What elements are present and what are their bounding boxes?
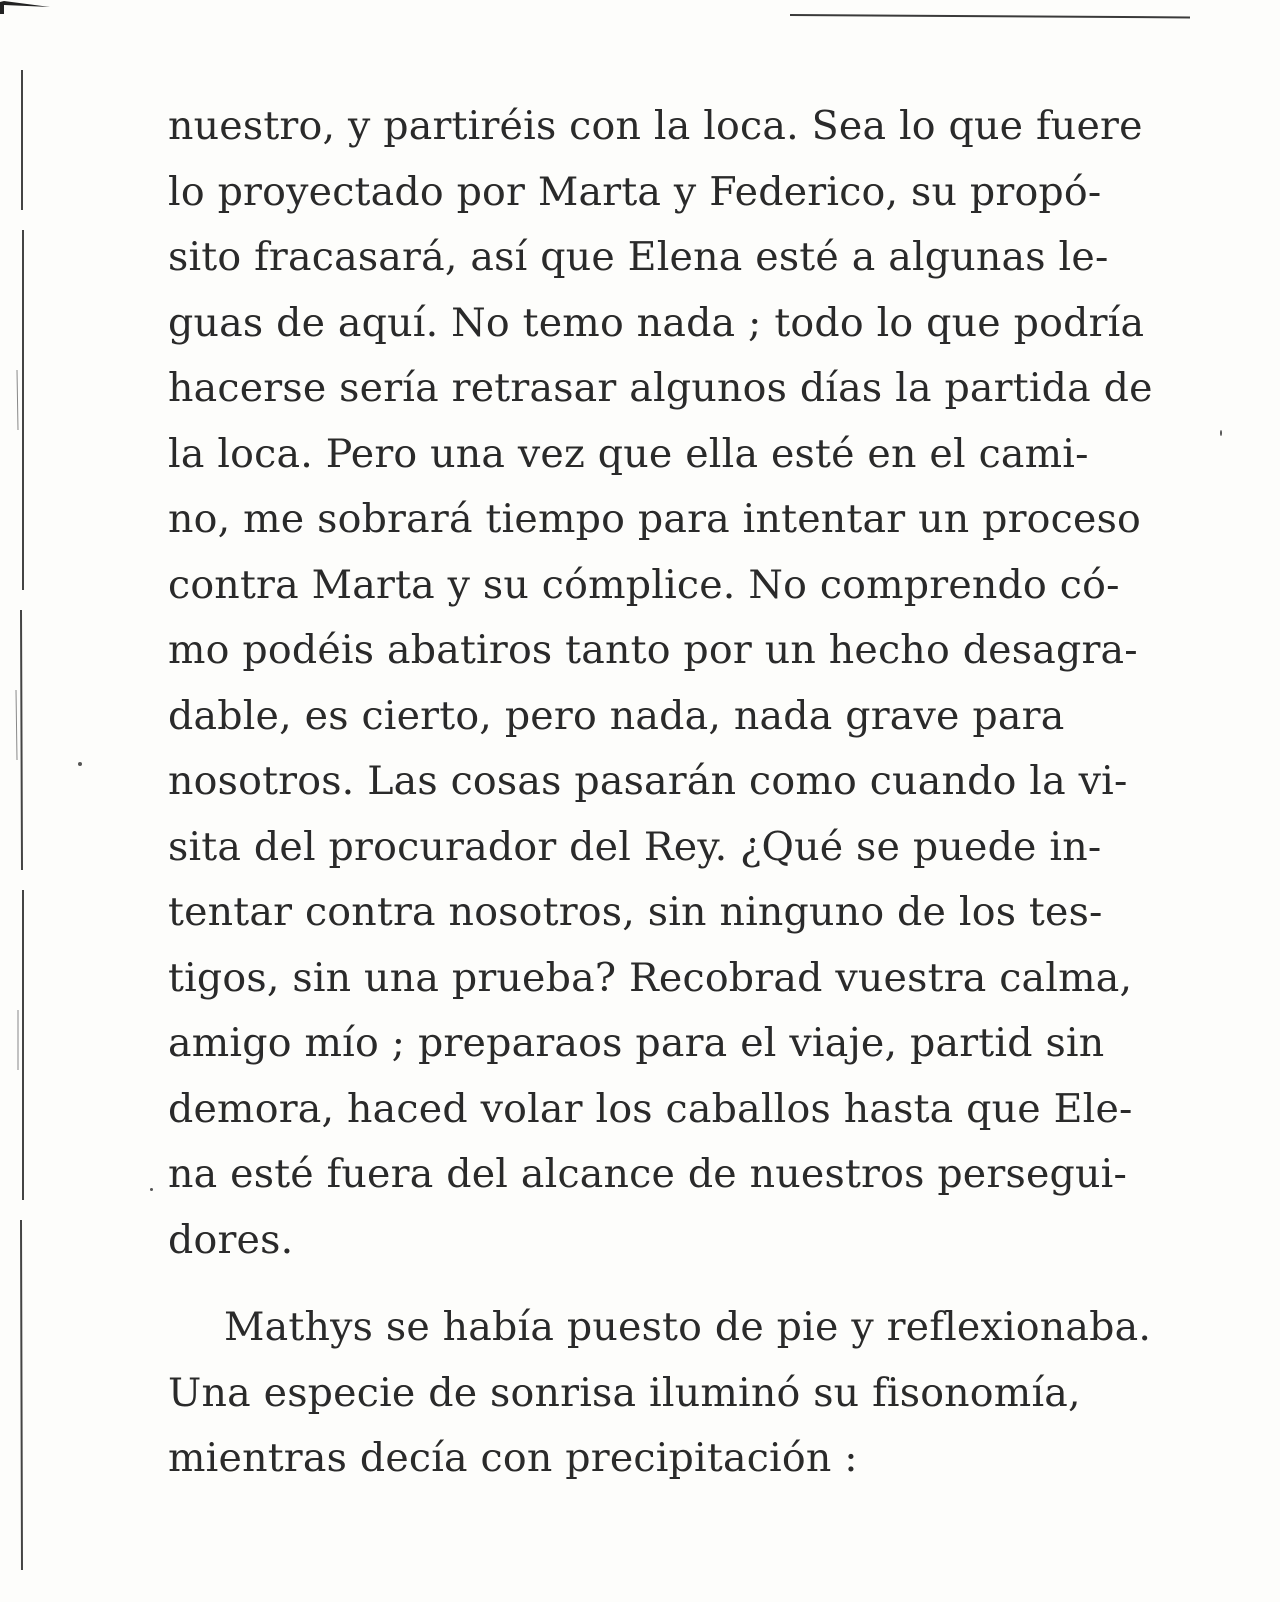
text-line: nuestro, y partiréis con la loca. Sea lo que fuere bbox=[168, 103, 1143, 149]
text-line: lo proyectado por Marta y Federico, su propó- bbox=[168, 168, 1102, 215]
speck bbox=[1220, 430, 1222, 436]
text-line: hacerse sería retrasar algunos días la partida de bbox=[168, 365, 1153, 411]
text-line: dable, es cierto, pero nada, nada grave para bbox=[168, 692, 1065, 739]
paragraph-1 bbox=[168, 94, 1153, 1273]
text-line: mo podéis abatiros tanto por un hecho desagra- bbox=[168, 627, 1138, 673]
text-line: no, me sobrará tiempo para intentar un proceso bbox=[168, 496, 1142, 542]
text-line: Mathys se había puesto de pie y reflexionaba. bbox=[224, 1304, 1152, 1350]
speck bbox=[78, 762, 82, 766]
text-line: nosotros. Las cosas pasarán como cuando la vi- bbox=[168, 758, 1128, 804]
top-rule bbox=[790, 14, 1190, 18]
paragraph-gap bbox=[168, 1273, 1056, 1295]
text-line: sita del procurador del Rey. ¿Qué se puede in- bbox=[168, 823, 1102, 870]
text-line: demora, haced volar los caballos hasta que Ele- bbox=[168, 1085, 1133, 1132]
text-line: Una especie de sonrisa iluminó su fisonomía, bbox=[168, 1369, 1081, 1416]
text-line: sito fracasará, así que Elena esté a algunas le- bbox=[168, 234, 1109, 280]
text-line: mientras decía con precipitación : bbox=[168, 1435, 858, 1481]
text-line: na esté fuera del alcance de nuestros persegui- bbox=[168, 1151, 1128, 1197]
scan-corner-mark bbox=[0, 0, 60, 14]
text-line: tentar contra nosotros, sin ninguno de los tes- bbox=[168, 889, 1103, 935]
text-line: guas de aquí. No temo nada ; todo lo que podría bbox=[168, 299, 1145, 346]
text-line: contra Marta y su cómplice. No comprendo có- bbox=[168, 561, 1120, 608]
paragraph-2 bbox=[168, 1295, 1152, 1492]
text-line: la loca. Pero una vez que ella esté en el cami- bbox=[168, 430, 1089, 477]
text-line: dores. bbox=[168, 1216, 294, 1263]
text-line: tigos, sin una prueba? Recobrad vuestra calma, bbox=[168, 954, 1133, 1001]
scan-left-edge bbox=[14, 70, 28, 1570]
body-text bbox=[168, 94, 1153, 1492]
text-line: amigo mío ; preparaos para el viaje, partid sin bbox=[168, 1020, 1105, 1066]
speck bbox=[150, 1188, 153, 1191]
